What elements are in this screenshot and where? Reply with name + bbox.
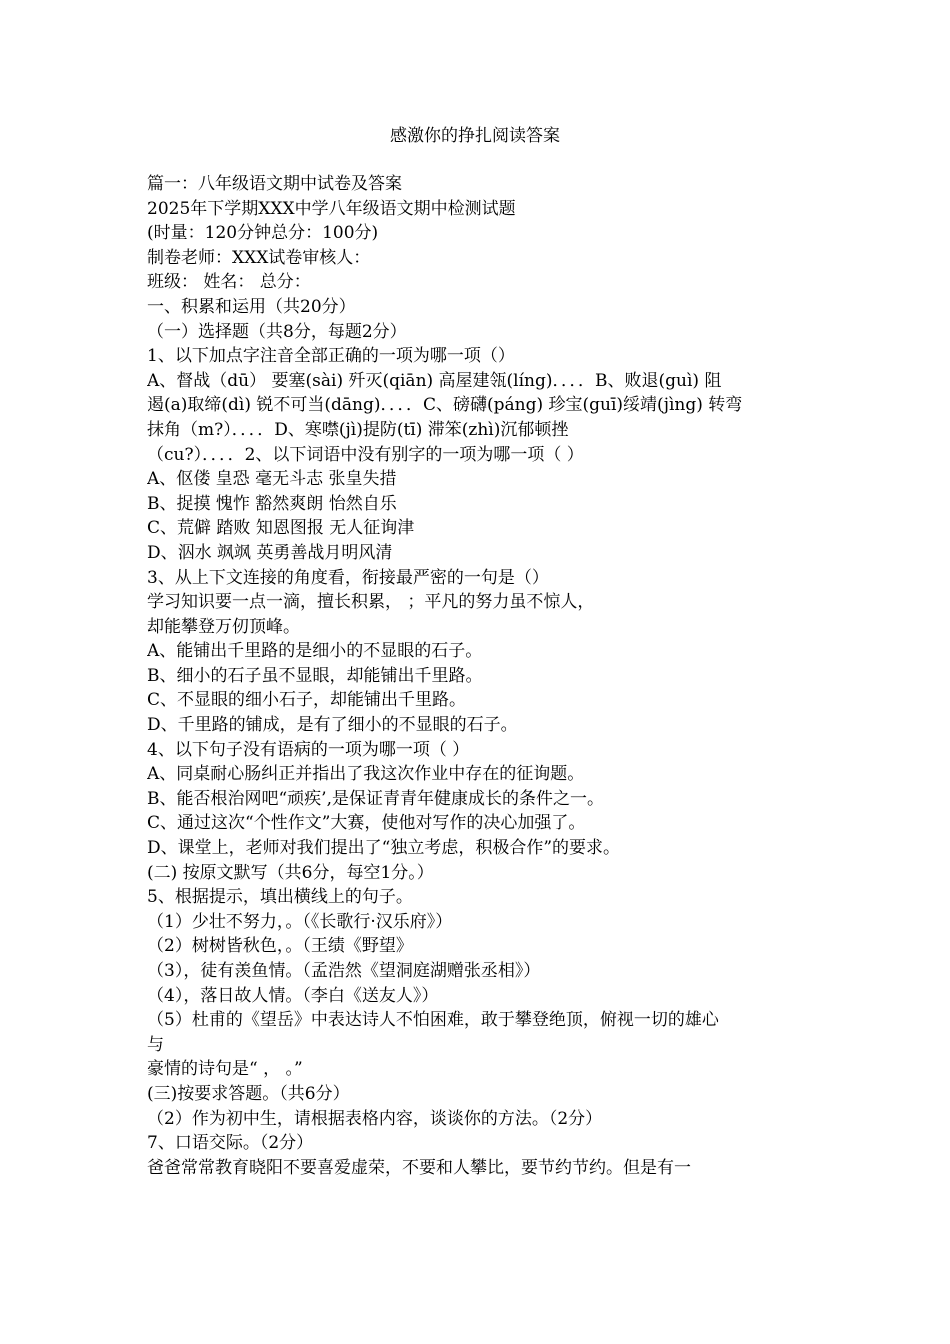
text-line: A、督战（dū） 要塞(sài) 歼灭(qiān) 高屋建瓴(líng)．．．．B、败退(guì) 阻: [147, 370, 722, 391]
text-line: 2025年下学期XXX中学八年级语文期中检测试题: [147, 198, 516, 219]
text-line: 5、根据提示，填出横线上的句子。: [147, 887, 413, 908]
text-line: 一、积累和运用（共20分）: [147, 296, 356, 317]
text-line: （cu?）．．．．2、以下词语中没有别字的一项为哪一项（ ）: [147, 444, 584, 465]
document-title: 感激你的挣扎阅读答案: [390, 126, 560, 146]
text-line: C、通过这次“个性作文”大赛，使他对写作的决心加强了。: [147, 813, 586, 834]
text-line: （4），落日故人情。（李白《送友人》）: [147, 985, 439, 1006]
text-line: B、细小的石子虽不显眼，却能铺出千里路。: [147, 665, 483, 686]
text-line: （1）少壮不努力，。（《长歌行·汉乐府》）: [147, 911, 453, 932]
text-line: 豪情的诗句是“ ， 。”: [147, 1059, 303, 1080]
text-line: (时量：120分钟总分：100分): [147, 223, 379, 244]
text-line: 抹角（m?）．．．．D、寒噤(jì)提防(tī) 滞笨(zhì)沉郁顿挫: [147, 419, 569, 440]
text-line: 制卷老师：XXX试卷审核人：: [147, 247, 371, 268]
text-line: D、千里路的铺成，是有了细小的不显眼的石子。: [147, 715, 518, 736]
text-line: （2）作为初中生，请根据表格内容，谈谈你的方法。（2分）: [147, 1108, 603, 1129]
text-line: 却能攀登万仞顶峰。: [147, 616, 300, 637]
text-line: (二) 按原文默写（共6分，每空1分。）: [147, 862, 434, 883]
text-line: 爸爸常常教育晓阳不要喜爱虚荣，不要和人攀比，要节约节约。但是有一: [147, 1157, 691, 1178]
text-line: (三)按要求答题。（共6分）: [147, 1083, 350, 1104]
text-line: 学习知识要一点一滴，擅长积累， ；平凡的努力虽不惊人，: [147, 592, 595, 613]
text-line: 篇一：八年级语文期中试卷及答案: [147, 174, 402, 194]
text-line: （5）杜甫的《望岳》中表达诗人不怕困难，敢于攀登绝顶，俯视一切的雄心: [147, 1010, 719, 1031]
text-line: 7、口语交际。（2分）: [147, 1133, 314, 1154]
text-line: （2）树树皆秋色，。（王绩《野望》: [147, 936, 413, 957]
text-line: B、捉摸 愧怍 豁然爽朗 怡然自乐: [147, 493, 397, 514]
text-line: 1、以下加点字注音全部正确的一项为哪一项（）: [147, 346, 515, 367]
text-line: 班级： 姓名： 总分：: [147, 272, 311, 293]
text-line: B、能否根治网吧“顽疾’,是保证青青年健康成长的条件之一。: [147, 788, 604, 809]
text-line: C、荒僻 踏败 知恩图报 无人征询津: [147, 518, 415, 539]
text-line: 4、以下句子没有语病的一项为哪一项（ ）: [147, 739, 470, 760]
text-line: D、泅水 飒飒 英勇善战月明风清: [147, 542, 393, 563]
text-line: A、能铺出千里路的是细小的不显眼的石子。: [147, 641, 483, 662]
text-line: 3、从上下文连接的角度看，衔接最严密的一句是（）: [147, 567, 549, 588]
text-line: 与: [147, 1034, 164, 1055]
text-line: D、课堂上，老师对我们提出了“独立考虑，积极合作”的要求。: [147, 838, 621, 859]
text-line: C、不显眼的细小石子，却能铺出千里路。: [147, 690, 467, 711]
text-line: A、同桌耐心肠纠正并指出了我这次作业中存在的征询题。: [147, 764, 585, 785]
text-line: （一）选择题（共8分，每题2分）: [147, 321, 407, 342]
text-line: （3），徒有羡鱼情。（孟浩然《望洞庭湖赠张丞相》）: [147, 961, 541, 981]
text-line: A、伛偻 皇恐 毫无斗志 张皇失措: [147, 469, 397, 490]
document-body: [147, 172, 795, 1180]
text-line: 遏(a)取缔(dì) 锐不可当(dāng)．．．．C、磅礴(páng) 珍宝(guī)绥靖(jìng) 转弯: [147, 395, 743, 416]
